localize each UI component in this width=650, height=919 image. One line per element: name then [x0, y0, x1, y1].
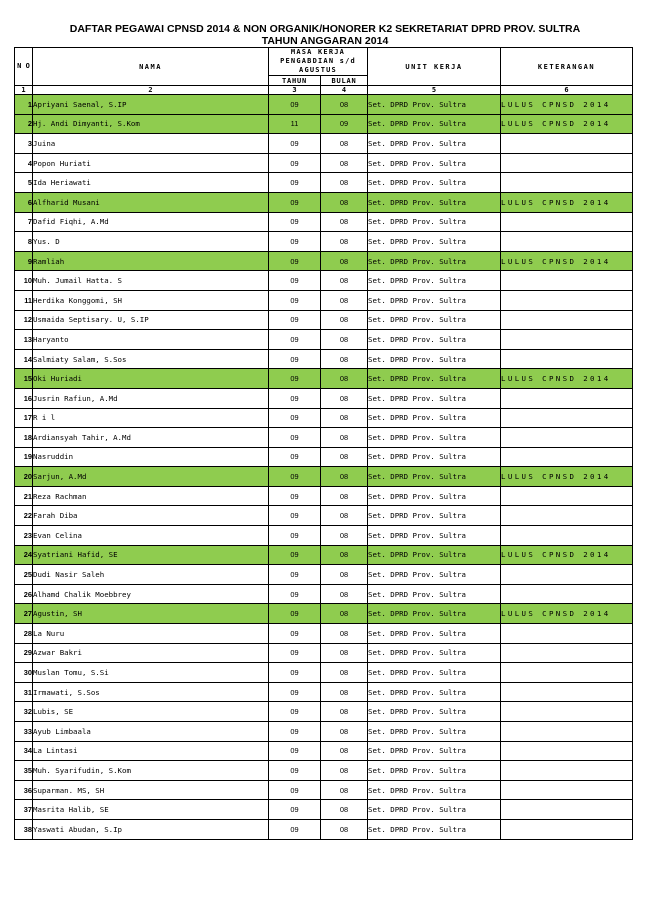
masa-kerja-tahun: 09	[269, 310, 321, 330]
unit-kerja: Set. DPRD Prov. Sultra	[368, 702, 501, 722]
unit-kerja: Set. DPRD Prov. Sultra	[368, 761, 501, 781]
column-number: 1	[15, 86, 33, 95]
header-no: N O	[15, 48, 33, 86]
keterangan	[501, 526, 633, 546]
row-number: 26	[15, 584, 33, 604]
employee-name: La Nuru	[33, 624, 269, 644]
table-row	[15, 467, 633, 487]
keterangan	[501, 741, 633, 761]
masa-kerja-bulan: 08	[321, 212, 368, 232]
masa-kerja-tahun: 09	[269, 212, 321, 232]
employee-name: Masrita Halib, SE	[33, 800, 269, 820]
masa-kerja-bulan: 08	[321, 526, 368, 546]
employee-table	[14, 47, 633, 840]
employee-name: Nasruddin	[33, 447, 269, 467]
masa-kerja-bulan: 08	[321, 643, 368, 663]
masa-kerja-tahun: 09	[269, 369, 321, 389]
employee-name: Dudi Nasir Saleh	[33, 565, 269, 585]
masa-kerja-tahun: 09	[269, 584, 321, 604]
masa-kerja-bulan: 08	[321, 271, 368, 291]
row-number: 28	[15, 624, 33, 644]
masa-kerja-tahun: 09	[269, 486, 321, 506]
masa-kerja-bulan: 08	[321, 545, 368, 565]
unit-kerja: Set. DPRD Prov. Sultra	[368, 271, 501, 291]
masa-kerja-bulan: 08	[321, 722, 368, 742]
employee-name: Alfharid Musani	[33, 192, 269, 212]
masa-kerja-bulan: 08	[321, 761, 368, 781]
row-number: 24	[15, 545, 33, 565]
unit-kerja: Set. DPRD Prov. Sultra	[368, 643, 501, 663]
column-number: 3	[269, 86, 321, 95]
table-row	[15, 95, 633, 115]
employee-name: Alhamd Chalik Moebbrey	[33, 584, 269, 604]
masa-kerja-tahun: 09	[269, 545, 321, 565]
employee-name: Azwar Bakri	[33, 643, 269, 663]
row-number: 27	[15, 604, 33, 624]
keterangan	[501, 819, 633, 839]
unit-kerja: Set. DPRD Prov. Sultra	[368, 565, 501, 585]
masa-kerja-tahun: 09	[269, 663, 321, 683]
unit-kerja: Set. DPRD Prov. Sultra	[368, 95, 501, 115]
employee-name: Juina	[33, 134, 269, 154]
keterangan	[501, 271, 633, 291]
masa-kerja-tahun: 09	[269, 702, 321, 722]
table-row	[15, 447, 633, 467]
masa-kerja-bulan: 08	[321, 486, 368, 506]
unit-kerja: Set. DPRD Prov. Sultra	[368, 173, 501, 193]
table-row	[15, 192, 633, 212]
keterangan	[501, 506, 633, 526]
masa-kerja-bulan: 08	[321, 95, 368, 115]
row-number: 6	[15, 192, 33, 212]
column-number: 2	[33, 86, 269, 95]
keterangan	[501, 780, 633, 800]
keterangan	[501, 212, 633, 232]
table-header-row	[15, 48, 633, 76]
keterangan: LULUS CPNSD 2014	[501, 369, 633, 389]
document-subtitle: TAHUN ANGGARAN 2014	[261, 35, 389, 47]
masa-kerja-bulan: 08	[321, 369, 368, 389]
employee-name: La Lintasi	[33, 741, 269, 761]
row-number: 2	[15, 114, 33, 134]
masa-kerja-tahun: 09	[269, 153, 321, 173]
unit-kerja: Set. DPRD Prov. Sultra	[368, 349, 501, 369]
row-number: 15	[15, 369, 33, 389]
masa-kerja-tahun: 09	[269, 722, 321, 742]
table-row	[15, 565, 633, 585]
keterangan	[501, 624, 633, 644]
table-row	[15, 526, 633, 546]
employee-name: Sarjun, A.Md	[33, 467, 269, 487]
table-row	[15, 722, 633, 742]
keterangan	[501, 565, 633, 585]
masa-kerja-tahun: 11	[269, 114, 321, 134]
unit-kerja: Set. DPRD Prov. Sultra	[368, 251, 501, 271]
masa-kerja-bulan: 08	[321, 624, 368, 644]
employee-name: Muh. Jumail Hatta. S	[33, 271, 269, 291]
masa-kerja-bulan: 08	[321, 604, 368, 624]
header-bulan: BULAN	[321, 76, 368, 86]
unit-kerja: Set. DPRD Prov. Sultra	[368, 290, 501, 310]
employee-name: Muslan Tomu, S.Si	[33, 663, 269, 683]
table-row	[15, 408, 633, 428]
header-nama: NAMA	[33, 48, 269, 86]
keterangan	[501, 153, 633, 173]
unit-kerja: Set. DPRD Prov. Sultra	[368, 800, 501, 820]
employee-name: Muh. Syarifudin, S.Kom	[33, 761, 269, 781]
employee-name: Apriyani Saenal, S.IP	[33, 95, 269, 115]
row-number: 5	[15, 173, 33, 193]
keterangan	[501, 388, 633, 408]
keterangan: LULUS CPNSD 2014	[501, 604, 633, 624]
column-number-row	[15, 86, 633, 95]
table-row	[15, 173, 633, 193]
masa-kerja-tahun: 09	[269, 467, 321, 487]
table-row	[15, 702, 633, 722]
table-row	[15, 232, 633, 252]
row-number: 20	[15, 467, 33, 487]
employee-name: Lubis, SE	[33, 702, 269, 722]
keterangan	[501, 702, 633, 722]
keterangan: LULUS CPNSD 2014	[501, 467, 633, 487]
keterangan	[501, 349, 633, 369]
unit-kerja: Set. DPRD Prov. Sultra	[368, 819, 501, 839]
unit-kerja: Set. DPRD Prov. Sultra	[368, 408, 501, 428]
employee-name: Evan Celina	[33, 526, 269, 546]
column-number: 6	[501, 86, 633, 95]
table-row	[15, 153, 633, 173]
masa-kerja-bulan: 08	[321, 506, 368, 526]
unit-kerja: Set. DPRD Prov. Sultra	[368, 388, 501, 408]
unit-kerja: Set. DPRD Prov. Sultra	[368, 369, 501, 389]
masa-kerja-bulan: 08	[321, 388, 368, 408]
unit-kerja: Set. DPRD Prov. Sultra	[368, 192, 501, 212]
employee-name: Agustin, SH	[33, 604, 269, 624]
masa-kerja-bulan: 08	[321, 819, 368, 839]
table-row	[15, 624, 633, 644]
table-row	[15, 369, 633, 389]
keterangan	[501, 310, 633, 330]
masa-kerja-bulan: 08	[321, 232, 368, 252]
row-number: 30	[15, 663, 33, 683]
unit-kerja: Set. DPRD Prov. Sultra	[368, 310, 501, 330]
unit-kerja: Set. DPRD Prov. Sultra	[368, 780, 501, 800]
table-row	[15, 388, 633, 408]
row-number: 17	[15, 408, 33, 428]
unit-kerja: Set. DPRD Prov. Sultra	[368, 153, 501, 173]
row-number: 22	[15, 506, 33, 526]
masa-kerja-tahun: 09	[269, 526, 321, 546]
row-number: 38	[15, 819, 33, 839]
masa-kerja-tahun: 09	[269, 604, 321, 624]
table-row	[15, 251, 633, 271]
masa-kerja-bulan: 08	[321, 251, 368, 271]
masa-kerja-tahun: 09	[269, 565, 321, 585]
keterangan	[501, 173, 633, 193]
row-number: 34	[15, 741, 33, 761]
keterangan	[501, 761, 633, 781]
employee-name: Herdika Konggomi, SH	[33, 290, 269, 310]
masa-kerja-tahun: 09	[269, 741, 321, 761]
masa-kerja-bulan: 08	[321, 780, 368, 800]
table-row	[15, 212, 633, 232]
table-row	[15, 486, 633, 506]
row-number: 12	[15, 310, 33, 330]
unit-kerja: Set. DPRD Prov. Sultra	[368, 682, 501, 702]
masa-kerja-tahun: 09	[269, 95, 321, 115]
row-number: 31	[15, 682, 33, 702]
table-row	[15, 506, 633, 526]
employee-name: Irmawati, S.Sos	[33, 682, 269, 702]
masa-kerja-tahun: 09	[269, 408, 321, 428]
table-row	[15, 114, 633, 134]
table-row	[15, 545, 633, 565]
row-number: 19	[15, 447, 33, 467]
unit-kerja: Set. DPRD Prov. Sultra	[368, 545, 501, 565]
masa-kerja-bulan: 08	[321, 349, 368, 369]
masa-kerja-tahun: 09	[269, 388, 321, 408]
header-masa-kerja: MASA KERJA PENGABDIAN s/d AGUSTUS	[269, 48, 368, 76]
table-row	[15, 428, 633, 448]
masa-kerja-tahun: 09	[269, 134, 321, 154]
masa-kerja-bulan: 08	[321, 310, 368, 330]
keterangan	[501, 486, 633, 506]
header-keterangan: KETERANGAN	[501, 48, 633, 86]
keterangan: LULUS CPNSD 2014	[501, 192, 633, 212]
masa-kerja-bulan: 08	[321, 467, 368, 487]
row-number: 33	[15, 722, 33, 742]
keterangan: LULUS CPNSD 2014	[501, 95, 633, 115]
masa-kerja-tahun: 09	[269, 800, 321, 820]
employee-name: R i l	[33, 408, 269, 428]
unit-kerja: Set. DPRD Prov. Sultra	[368, 506, 501, 526]
row-number: 21	[15, 486, 33, 506]
keterangan	[501, 722, 633, 742]
table-row	[15, 604, 633, 624]
masa-kerja-tahun: 09	[269, 290, 321, 310]
table-row	[15, 780, 633, 800]
unit-kerja: Set. DPRD Prov. Sultra	[368, 467, 501, 487]
employee-name: Ardiansyah Tahir, A.Md	[33, 428, 269, 448]
employee-name: Reza Rachman	[33, 486, 269, 506]
table-row	[15, 819, 633, 839]
masa-kerja-tahun: 09	[269, 173, 321, 193]
table-row	[15, 584, 633, 604]
unit-kerja: Set. DPRD Prov. Sultra	[368, 486, 501, 506]
masa-kerja-tahun: 09	[269, 624, 321, 644]
unit-kerja: Set. DPRD Prov. Sultra	[368, 741, 501, 761]
employee-name: Yus. D	[33, 232, 269, 252]
row-number: 36	[15, 780, 33, 800]
row-number: 18	[15, 428, 33, 448]
masa-kerja-tahun: 09	[269, 780, 321, 800]
table-row	[15, 643, 633, 663]
masa-kerja-tahun: 09	[269, 819, 321, 839]
unit-kerja: Set. DPRD Prov. Sultra	[368, 722, 501, 742]
keterangan: LULUS CPNSD 2014	[501, 114, 633, 134]
keterangan: LULUS CPNSD 2014	[501, 545, 633, 565]
unit-kerja: Set. DPRD Prov. Sultra	[368, 584, 501, 604]
keterangan	[501, 428, 633, 448]
masa-kerja-tahun: 09	[269, 447, 321, 467]
keterangan	[501, 408, 633, 428]
unit-kerja: Set. DPRD Prov. Sultra	[368, 232, 501, 252]
keterangan	[501, 290, 633, 310]
masa-kerja-tahun: 09	[269, 251, 321, 271]
row-number: 32	[15, 702, 33, 722]
table-row	[15, 761, 633, 781]
unit-kerja: Set. DPRD Prov. Sultra	[368, 604, 501, 624]
masa-kerja-bulan: 08	[321, 173, 368, 193]
masa-kerja-tahun: 09	[269, 349, 321, 369]
employee-name: Jusrin Rafiun, A.Md	[33, 388, 269, 408]
masa-kerja-bulan: 08	[321, 741, 368, 761]
keterangan	[501, 682, 633, 702]
row-number: 35	[15, 761, 33, 781]
keterangan	[501, 663, 633, 683]
table-row	[15, 310, 633, 330]
masa-kerja-bulan: 08	[321, 428, 368, 448]
table-row	[15, 330, 633, 350]
masa-kerja-tahun: 09	[269, 428, 321, 448]
masa-kerja-bulan: 08	[321, 290, 368, 310]
unit-kerja: Set. DPRD Prov. Sultra	[368, 447, 501, 467]
masa-kerja-tahun: 09	[269, 192, 321, 212]
masa-kerja-bulan: 08	[321, 702, 368, 722]
row-number: 10	[15, 271, 33, 291]
masa-kerja-bulan: 08	[321, 565, 368, 585]
keterangan	[501, 584, 633, 604]
header-unit-kerja: UNIT KERJA	[368, 48, 501, 86]
masa-kerja-bulan: 08	[321, 663, 368, 683]
row-number: 37	[15, 800, 33, 820]
table-row	[15, 349, 633, 369]
column-number: 4	[321, 86, 368, 95]
row-number: 9	[15, 251, 33, 271]
employee-name: Usmaida Septisary. U, S.IP	[33, 310, 269, 330]
masa-kerja-tahun: 09	[269, 330, 321, 350]
keterangan	[501, 232, 633, 252]
document-title: DAFTAR PEGAWAI CPNSD 2014 & NON ORGANIK/HONORER K2 SEKRETARIAT DPRD PROV. SULTRA	[69, 23, 581, 35]
row-number: 7	[15, 212, 33, 232]
unit-kerja: Set. DPRD Prov. Sultra	[368, 114, 501, 134]
table-row	[15, 800, 633, 820]
keterangan	[501, 330, 633, 350]
masa-kerja-bulan: 08	[321, 330, 368, 350]
row-number: 3	[15, 134, 33, 154]
table-body	[15, 95, 633, 840]
unit-kerja: Set. DPRD Prov. Sultra	[368, 663, 501, 683]
row-number: 14	[15, 349, 33, 369]
masa-kerja-tahun: 09	[269, 271, 321, 291]
masa-kerja-bulan: 09	[321, 114, 368, 134]
table-row	[15, 663, 633, 683]
masa-kerja-tahun: 09	[269, 506, 321, 526]
unit-kerja: Set. DPRD Prov. Sultra	[368, 624, 501, 644]
row-number: 8	[15, 232, 33, 252]
row-number: 16	[15, 388, 33, 408]
unit-kerja: Set. DPRD Prov. Sultra	[368, 526, 501, 546]
masa-kerja-tahun: 09	[269, 643, 321, 663]
employee-name: Popon Huriati	[33, 153, 269, 173]
masa-kerja-bulan: 08	[321, 408, 368, 428]
table-row	[15, 271, 633, 291]
employee-name: Yaswati Abudan, S.Ip	[33, 819, 269, 839]
table-row	[15, 741, 633, 761]
masa-kerja-bulan: 08	[321, 800, 368, 820]
masa-kerja-tahun: 09	[269, 682, 321, 702]
unit-kerja: Set. DPRD Prov. Sultra	[368, 428, 501, 448]
table-row	[15, 682, 633, 702]
row-number: 11	[15, 290, 33, 310]
row-number: 23	[15, 526, 33, 546]
employee-name: Dafid Fiqhi, A.Md	[33, 212, 269, 232]
row-number: 4	[15, 153, 33, 173]
employee-name: Ramliah	[33, 251, 269, 271]
keterangan	[501, 134, 633, 154]
header-tahun: TAHUN	[269, 76, 321, 86]
masa-kerja-bulan: 08	[321, 584, 368, 604]
column-number: 5	[368, 86, 501, 95]
keterangan: LULUS CPNSD 2014	[501, 251, 633, 271]
employee-name: Oki Huriadi	[33, 369, 269, 389]
unit-kerja: Set. DPRD Prov. Sultra	[368, 212, 501, 232]
employee-name: Salmiaty Salam, S.Sos	[33, 349, 269, 369]
unit-kerja: Set. DPRD Prov. Sultra	[368, 134, 501, 154]
masa-kerja-bulan: 08	[321, 682, 368, 702]
row-number: 1	[15, 95, 33, 115]
employee-name: Ayub Limbaala	[33, 722, 269, 742]
row-number: 25	[15, 565, 33, 585]
table-row	[15, 134, 633, 154]
employee-name: Suparman. MS, SH	[33, 780, 269, 800]
masa-kerja-bulan: 08	[321, 134, 368, 154]
keterangan	[501, 800, 633, 820]
employee-name: Haryanto	[33, 330, 269, 350]
employee-name: Syatriani Hafid, SE	[33, 545, 269, 565]
unit-kerja: Set. DPRD Prov. Sultra	[368, 330, 501, 350]
employee-name: Hj. Andi Dimyanti, S.Kom	[33, 114, 269, 134]
keterangan	[501, 643, 633, 663]
masa-kerja-tahun: 09	[269, 232, 321, 252]
keterangan	[501, 447, 633, 467]
masa-kerja-bulan: 08	[321, 153, 368, 173]
employee-name: Farah Diba	[33, 506, 269, 526]
row-number: 13	[15, 330, 33, 350]
masa-kerja-bulan: 08	[321, 447, 368, 467]
row-number: 29	[15, 643, 33, 663]
masa-kerja-tahun: 09	[269, 761, 321, 781]
employee-name: Ida Heriawati	[33, 173, 269, 193]
table-row	[15, 290, 633, 310]
masa-kerja-bulan: 08	[321, 192, 368, 212]
